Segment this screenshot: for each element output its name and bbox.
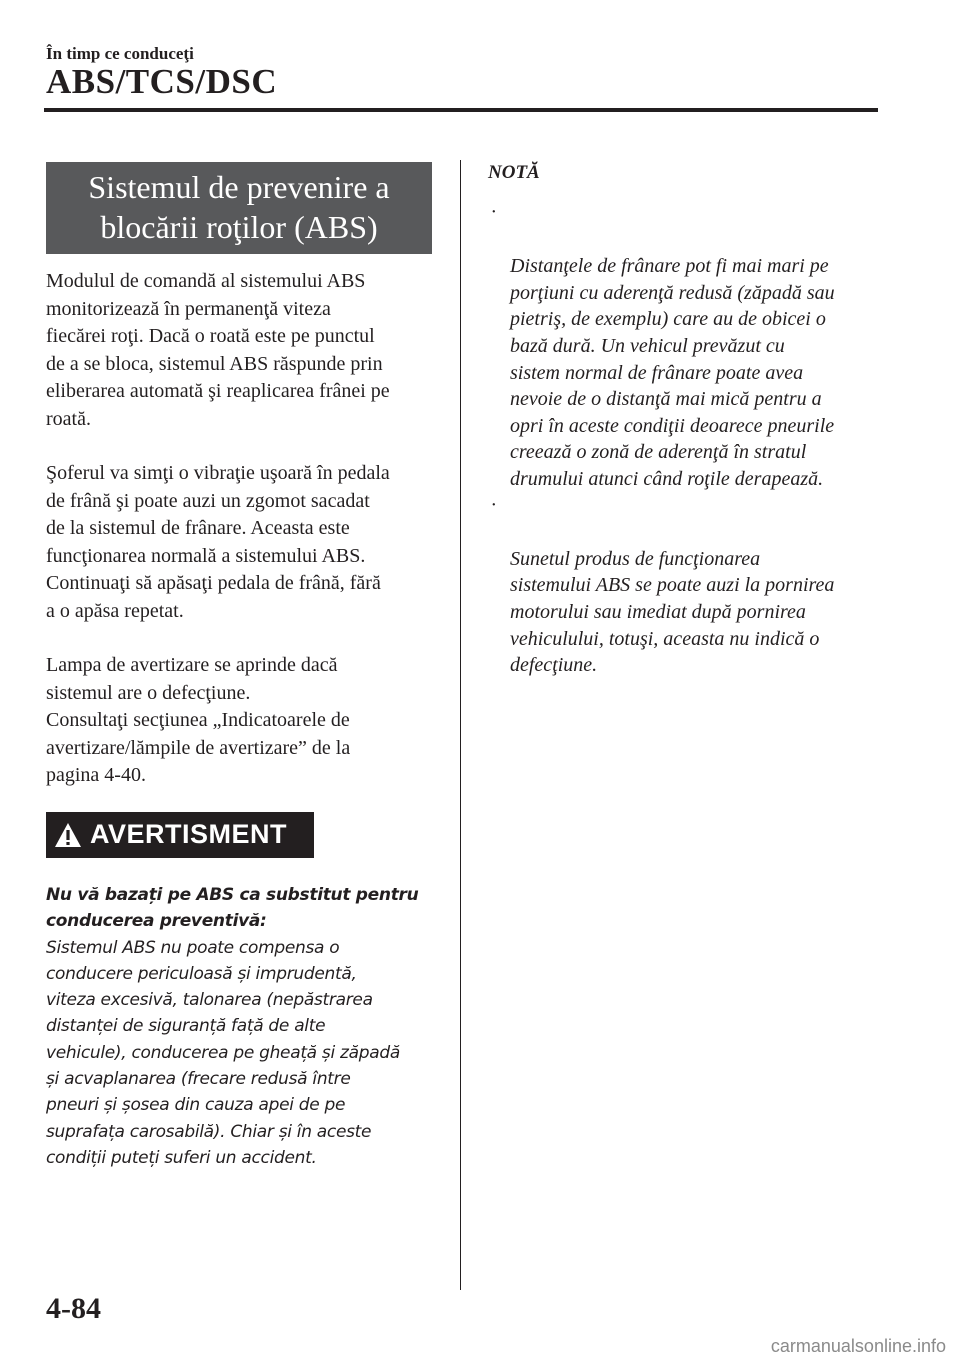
abs-heading: [46, 162, 432, 254]
bullet-icon: ·: [491, 201, 496, 223]
paragraph-driver-feel: Şoferul va simţi o vibraţie uşoară în pedala de frână şi poate auzi un zgomot sacadat de la sistemul de frânare. Aceasta este funcţionarea normală a sistemului ABS. Continuaţi să apăsaţi pedala de frână, fără a o apăsa repetat.: [46, 462, 390, 622]
page-number: 4-84: [46, 1292, 101, 1325]
header-rule: [44, 108, 878, 112]
right-column: [488, 162, 888, 679]
paragraph-abs-module: Modulul de comandă al sistemului ABS monitorizează în permanenţă viteza fiecărei roţi. Dacă o roată este pe punctul de a se bloca, sistemul ABS răspunde prin eliberarea automată şi reaplicarea frânei pe roată.: [46, 270, 390, 430]
section-title: ABS/TCS/DSC: [46, 62, 278, 101]
note-item: [488, 200, 888, 493]
abs-heading-text: Sistemul de prevenire a blocării roţilor (ABS): [88, 169, 390, 245]
warning-label: [46, 812, 314, 858]
note-item-text: Distanţele de frânare pot fi mai mari pe porţiuni cu aderenţă redusă (zăpadă sau pietriş, de exemplu) care au de obicei o bază dură. Un vehicul prevăzut cu sistem normal de frânare poate avea nevoie de o distanţă mai mică pentru a opri în aceste condiţii deoarece pneurile creează o zonă de aderenţă în stratul drumului atunci când roţile derapează.: [510, 255, 835, 490]
left-column: [46, 162, 436, 1171]
note-item: [488, 493, 888, 679]
warning-label-text: AVERTISMENT: [90, 819, 288, 849]
bullet-icon: ·: [491, 493, 496, 516]
warning-triangle-icon: [46, 812, 90, 858]
note-item-text: Sunetul produs de funcţionarea sistemului ABS se poate auzi la pornirea motorului sau imediat după pornirea vehiculului, totuşi, aceasta nu indică o defecţiune.: [510, 547, 835, 677]
note-heading: NOTĂ: [488, 162, 540, 183]
paragraph-warning-lamp: Lampa de avertizare se aprinde dacă sistemul are o defecţiune. Consultaţi secţiunea „Indicatoarele de avertizare/lămpile de avertizare” de la pagina 4-40.: [46, 654, 351, 786]
column-divider: [460, 160, 461, 1290]
note-list: [488, 200, 888, 679]
breadcrumb: În timp ce conduceţi: [46, 44, 194, 63]
warning-title: Nu vă bazați pe ABS ca substitut pentru conducerea preventivă:: [46, 884, 419, 931]
warning-text: Sistemul ABS nu poate compensa o conducere periculoasă și imprudentă, viteza excesivă, talonarea (nepăstrarea distanței de siguranță față de alte vehicule), conducerea pe gheață și zăpadă și acvaplanarea (frecare redusă între pneuri și șosea din cauza apei de pe suprafața carosabilă). Chiar și în aceste condiții puteți suferi un accident.: [46, 937, 400, 1168]
watermark: carmanualsonline.info: [770, 1336, 946, 1356]
